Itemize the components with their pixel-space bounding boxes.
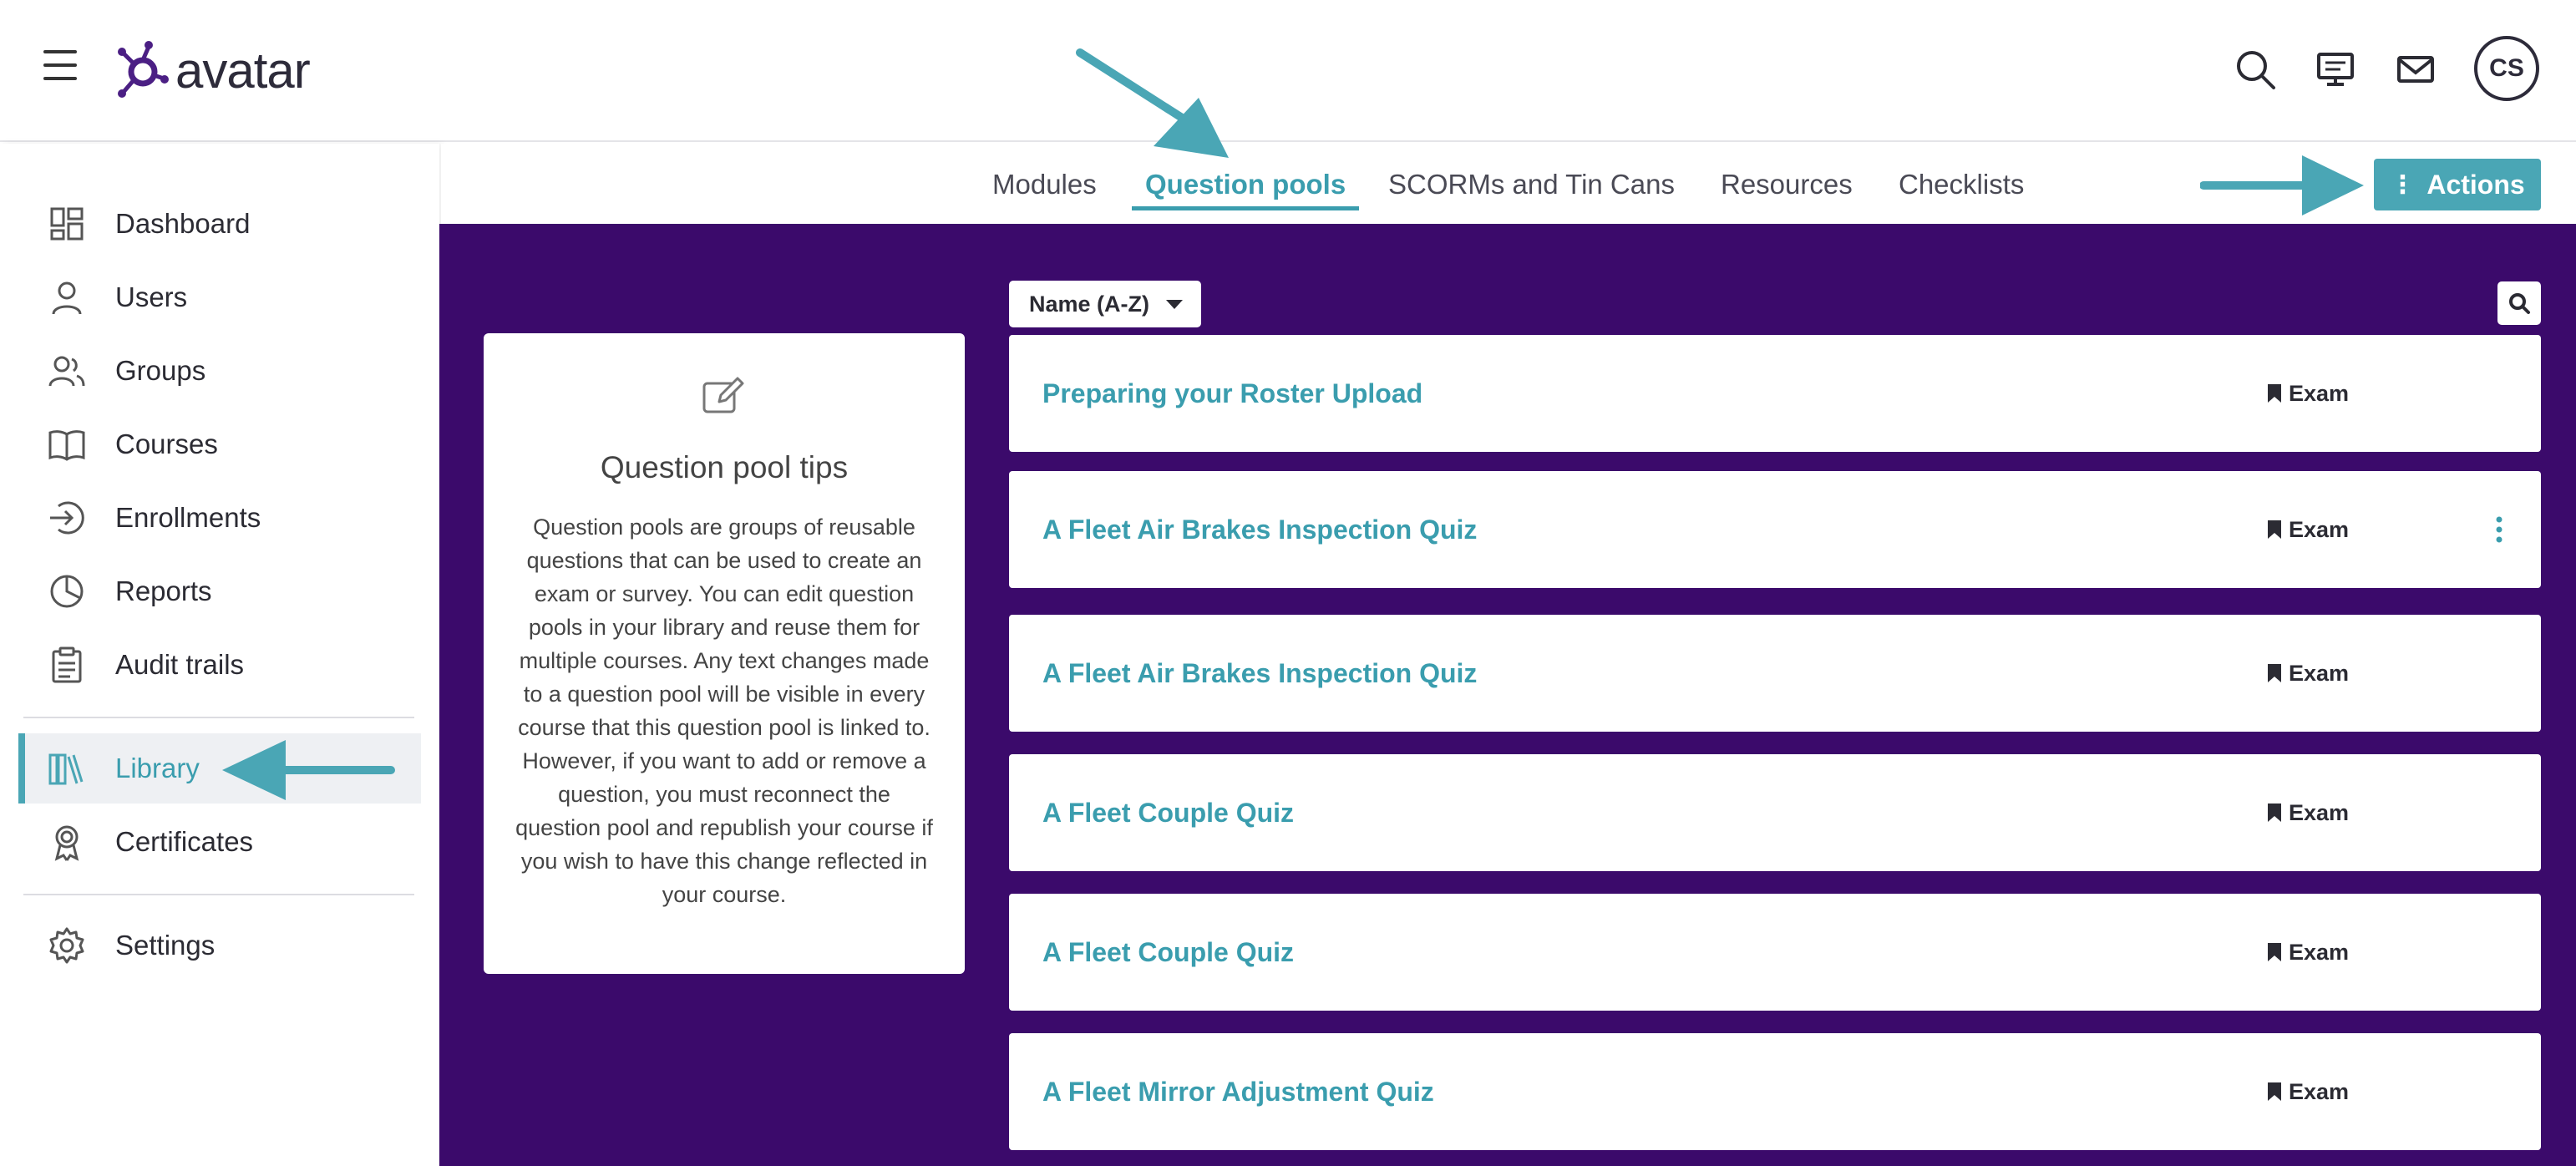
- active-tab-indicator: [1132, 206, 1359, 210]
- bookmark-icon: [2267, 942, 2282, 962]
- clipboard-icon: [47, 645, 87, 685]
- tab-modules[interactable]: Modules: [992, 169, 1097, 200]
- pool-card[interactable]: [1009, 754, 2541, 871]
- sidebar-item-label: Courses: [115, 428, 218, 459]
- groups-icon: [47, 351, 87, 391]
- pool-card[interactable]: [1009, 894, 2541, 1011]
- sort-dropdown[interactable]: [1009, 281, 1201, 327]
- sidebar-divider: [23, 894, 414, 895]
- pie-chart-icon: [47, 571, 87, 611]
- pool-card[interactable]: [1009, 335, 2541, 452]
- sidebar-item-label: Enrollments: [115, 502, 261, 533]
- pool-card[interactable]: [1009, 1033, 2541, 1150]
- enroll-icon: [47, 498, 87, 538]
- bookmark-icon: [2267, 383, 2282, 403]
- sidebar-item-enrollments[interactable]: [18, 483, 421, 553]
- pool-title[interactable]: A Fleet Couple Quiz: [1042, 797, 1295, 828]
- pool-title[interactable]: A Fleet Air Brakes Inspection Quiz: [1042, 657, 1478, 688]
- logo-text: avatar: [175, 42, 310, 99]
- menu-icon[interactable]: [43, 50, 77, 84]
- question-pool-tips-card: [484, 333, 965, 974]
- sidebar-item-label: Groups: [115, 355, 206, 386]
- pool-type-label: Exam: [2289, 799, 2350, 825]
- pool-type: [2267, 615, 2349, 732]
- logo-mark-icon: [117, 40, 169, 100]
- bookmark-icon: [2267, 520, 2282, 540]
- pool-title[interactable]: A Fleet Mirror Adjustment Quiz: [1042, 1076, 1434, 1107]
- annotation-arrow-icon: [2200, 152, 2367, 219]
- pool-type: [2267, 1033, 2349, 1150]
- pool-type: [2267, 754, 2349, 871]
- sidebar-item-groups[interactable]: [18, 336, 421, 406]
- pool-type-label: Exam: [2289, 516, 2350, 542]
- tips-body: Question pools are groups of reusable questions that can be used to create an exam or survey. You can edit question pools in your library and reuse them for multiple courses. Any text changes made to a question pool will be visible in every course that this question pool is linked to. However, if you want to add or remove a question, you must reconnect the question pool and republish your course if you wish to have this change reflected in your course.: [515, 515, 933, 907]
- sidebar-item-label: Audit trails: [115, 649, 245, 680]
- pool-card[interactable]: [1009, 615, 2541, 732]
- pool-title[interactable]: Preparing your Roster Upload: [1042, 378, 1423, 408]
- pool-type-label: Exam: [2289, 660, 2350, 686]
- sidebar-item-reports[interactable]: [18, 556, 421, 626]
- pool-type-label: Exam: [2289, 1078, 2350, 1104]
- book-icon: [47, 424, 87, 464]
- sidebar-item-dashboard[interactable]: [18, 189, 421, 259]
- presentation-icon[interactable]: [2312, 46, 2359, 93]
- sidebar-item-courses[interactable]: [18, 409, 421, 479]
- annotation-arrow-icon: [219, 737, 398, 804]
- tips-title: Question pool tips: [600, 450, 849, 484]
- sidebar-item-label: Certificates: [115, 826, 254, 857]
- app-logo[interactable]: [117, 37, 310, 104]
- pool-search-button[interactable]: [2497, 281, 2541, 325]
- pool-type: [2267, 335, 2349, 452]
- pool-type: [2267, 471, 2349, 588]
- sort-selected: Name (A-Z): [1029, 291, 1150, 317]
- sidebar-item-label: Dashboard: [115, 208, 251, 239]
- tab-resources[interactable]: Resources: [1721, 169, 1853, 200]
- sidebar-item-label: Settings: [115, 930, 216, 961]
- sidebar-item-label: Library: [115, 753, 200, 783]
- annotation-arrow-icon: [1073, 46, 1240, 163]
- pool-type: [2267, 894, 2349, 1011]
- pool-title[interactable]: A Fleet Air Brakes Inspection Quiz: [1042, 514, 1478, 545]
- tab-question-pools[interactable]: Question pools: [1145, 169, 1346, 200]
- sidebar-item-label: Reports: [115, 575, 212, 606]
- sidebar-item-label: Users: [115, 281, 188, 312]
- gear-icon: [47, 925, 87, 966]
- top-header: [0, 0, 2576, 142]
- actions-button[interactable]: [2374, 159, 2541, 210]
- tab-scorms-tin-cans[interactable]: SCORMs and Tin Cans: [1388, 169, 1675, 200]
- mail-icon[interactable]: [2392, 46, 2439, 93]
- user-avatar[interactable]: CS: [2474, 36, 2539, 101]
- search-icon[interactable]: [2232, 46, 2279, 93]
- sidebar-item-settings[interactable]: [18, 910, 421, 981]
- sidebar-item-certificates[interactable]: [18, 807, 421, 877]
- kebab-icon: ⋮: [2390, 170, 2416, 199]
- kebab-menu-icon[interactable]: [2494, 515, 2504, 545]
- sidebar-item-users[interactable]: [18, 262, 421, 332]
- chevron-down-icon: [1166, 300, 1183, 309]
- tab-checklists[interactable]: Checklists: [1899, 169, 2025, 200]
- bookmark-icon: [2267, 663, 2282, 683]
- user-icon: [47, 277, 87, 317]
- library-icon: [47, 748, 87, 788]
- bookmark-icon: [2267, 803, 2282, 823]
- actions-label: Actions: [2426, 169, 2525, 200]
- search-icon: [2508, 292, 2531, 315]
- pool-card[interactable]: [1009, 471, 2541, 588]
- pool-title[interactable]: A Fleet Couple Quiz: [1042, 936, 1295, 967]
- bookmark-icon: [2267, 1082, 2282, 1102]
- pool-type-label: Exam: [2289, 939, 2350, 965]
- dashboard-icon: [47, 204, 87, 244]
- sidebar-item-audit-trails[interactable]: [18, 630, 421, 700]
- edit-icon: [701, 375, 748, 417]
- sidebar-divider: [23, 717, 414, 718]
- certificate-icon: [47, 822, 87, 862]
- pool-type-label: Exam: [2289, 380, 2350, 406]
